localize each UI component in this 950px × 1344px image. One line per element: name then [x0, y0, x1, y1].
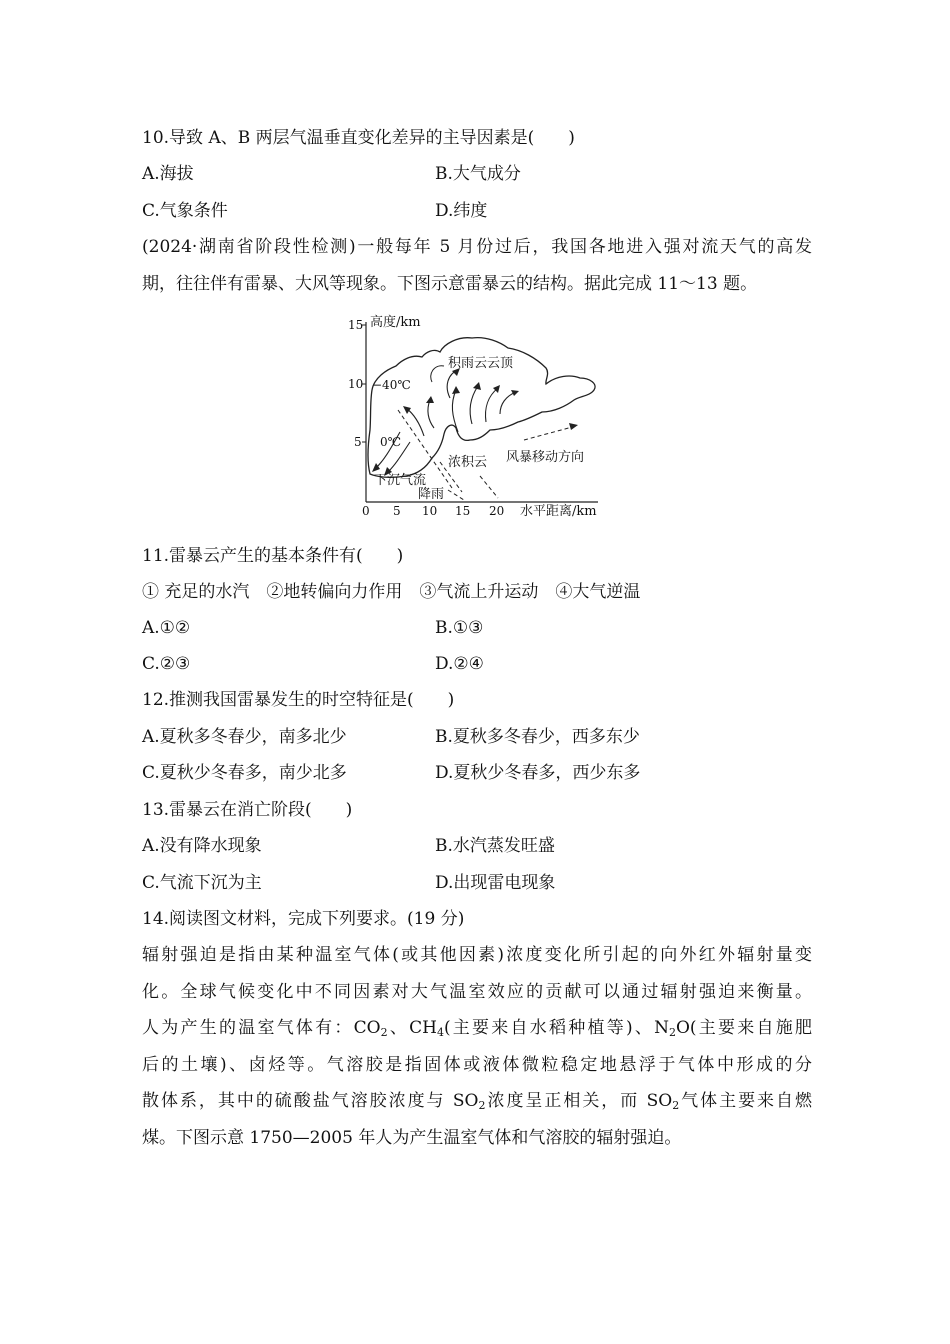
- intro-line-2: 期，往往伴有雷暴、大风等现象。下图示意雷暴云的结构。据此完成 11～13 题。: [142, 273, 758, 294]
- q11-conditions: ① 充足的水汽 ②地转偏向力作用 ③气流上升运动 ④大气逆温: [142, 582, 641, 602]
- q11-option-a: A.①②: [142, 618, 191, 638]
- cloud-detail: [431, 366, 444, 382]
- q14-para-line-4: 后的土壤)、卤烃等。气溶胶是指固体或液体微粒稳定地悬浮于气体中形成的分: [142, 1054, 812, 1075]
- label-downdraft: 下沉气流: [374, 473, 427, 488]
- intro-line-1: (2024·湖南省阶段性检测)一般每年 5 月份过后，我国各地进入强对流天气的高发: [142, 237, 812, 257]
- y-tick-label-5: 5: [354, 435, 362, 449]
- q12-option-c: C.夏秋少冬春多，南少北多: [142, 763, 347, 783]
- x-axis-label: 水平距离/km: [520, 504, 597, 519]
- q14-para-line-6: 煤。下图示意 1750—2005 年人为产生温室气体和气溶胶的辐射强迫。: [142, 1127, 682, 1148]
- thunderstorm-cloud-figure: [340, 312, 610, 522]
- q13-option-d: D.出现雷电现象: [435, 873, 556, 893]
- subscript: 4: [436, 1026, 444, 1039]
- q11-option-b: B.①③: [435, 618, 484, 638]
- updraft-arrowheads: [403, 368, 519, 414]
- q12-stem: 12.推测我国雷暴发生的时空特征是( ): [142, 690, 455, 710]
- label-storm-direction: 风暴移动方向: [506, 450, 585, 465]
- q13-option-b: B.水汽蒸发旺盛: [435, 836, 555, 856]
- x-tick-label-20: 20: [489, 504, 505, 518]
- intro-11-13: [142, 236, 812, 309]
- text-run: (主要来自水稻种植等)、N: [443, 1018, 669, 1038]
- text-run: 散体系，其中的硫酸盐气溶胶浓度与 SO: [142, 1091, 479, 1111]
- text-run: O(主要来自施肥: [675, 1018, 813, 1038]
- q14-para-line-1: 辐射强迫是指由某种温室气体(或其他因素)浓度变化所引起的向外红外辐射量变: [142, 945, 812, 965]
- q14-material: [142, 944, 812, 1163]
- q10-stem: 10.导致 A、B 两层气温垂直变化差异的主导因素是( ): [142, 128, 575, 148]
- x-tick-label-5: 5: [393, 504, 401, 518]
- text-run: 、CH: [387, 1018, 437, 1038]
- q11-option-c: C.②③: [142, 654, 191, 674]
- subscript: 2: [478, 1099, 486, 1112]
- label-zero-degree: 0℃: [380, 435, 402, 449]
- q10-option-b: B.大气成分: [435, 164, 521, 184]
- q14-stem: 14.阅读图文材料，完成下列要求。(19 分): [142, 909, 465, 929]
- label-cumulus: 浓积云: [448, 455, 488, 470]
- label-cloud-top: 积雨云云顶: [448, 356, 514, 371]
- text-run: 人为产生的温室气体有：CO: [142, 1018, 381, 1038]
- subscript: 2: [672, 1099, 680, 1112]
- q13-option-a: A.没有降水现象: [142, 836, 262, 856]
- updraft-arrows: [406, 370, 516, 436]
- label-minus-40: −40℃: [372, 378, 411, 392]
- y-tick-label-10: 10: [348, 377, 364, 391]
- subscript: 2: [380, 1026, 388, 1039]
- label-rain: 降雨: [418, 487, 445, 502]
- x-tick-label-0: 0: [362, 504, 370, 518]
- q14-para-line-3: [142, 1017, 812, 1039]
- q14-para-line-5: [142, 1090, 812, 1112]
- x-tick-label-15: 15: [455, 504, 471, 518]
- subscript: 2: [668, 1026, 676, 1039]
- q10-option-a: A.海拔: [142, 164, 194, 184]
- storm-direction-arrowhead: [569, 423, 578, 430]
- q14-para-line-2: 化。全球气候变化中不同因素对大气温室效应的贡献可以通过辐射强迫来衡量。: [142, 981, 812, 1002]
- q13-option-c: C.气流下沉为主: [142, 873, 262, 893]
- q13-stem: 13.雷暴云在消亡阶段( ): [142, 800, 353, 820]
- q12-option-a: A.夏秋多冬春少，南多北少: [142, 727, 347, 747]
- q10-option-d: D.纬度: [435, 201, 488, 221]
- q11-option-d: D.②④: [435, 654, 484, 674]
- q11-stem: 11.雷暴云产生的基本条件有( ): [142, 546, 404, 566]
- text-run: 浓度呈正相关，而 SO: [485, 1091, 673, 1111]
- y-tick-label-15: 15: [348, 318, 364, 332]
- x-tick-label-10: 10: [422, 504, 438, 518]
- q12-option-b: B.夏秋多冬春少，西多东少: [435, 727, 640, 747]
- thunderstorm-diagram: [340, 312, 610, 522]
- y-axis-label: 高度/km: [370, 315, 421, 330]
- q10-option-c: C.气象条件: [142, 201, 228, 221]
- text-run: 气体主要来自燃: [679, 1091, 812, 1111]
- q12-option-d: D.夏秋少冬春多，西少东多: [435, 763, 641, 783]
